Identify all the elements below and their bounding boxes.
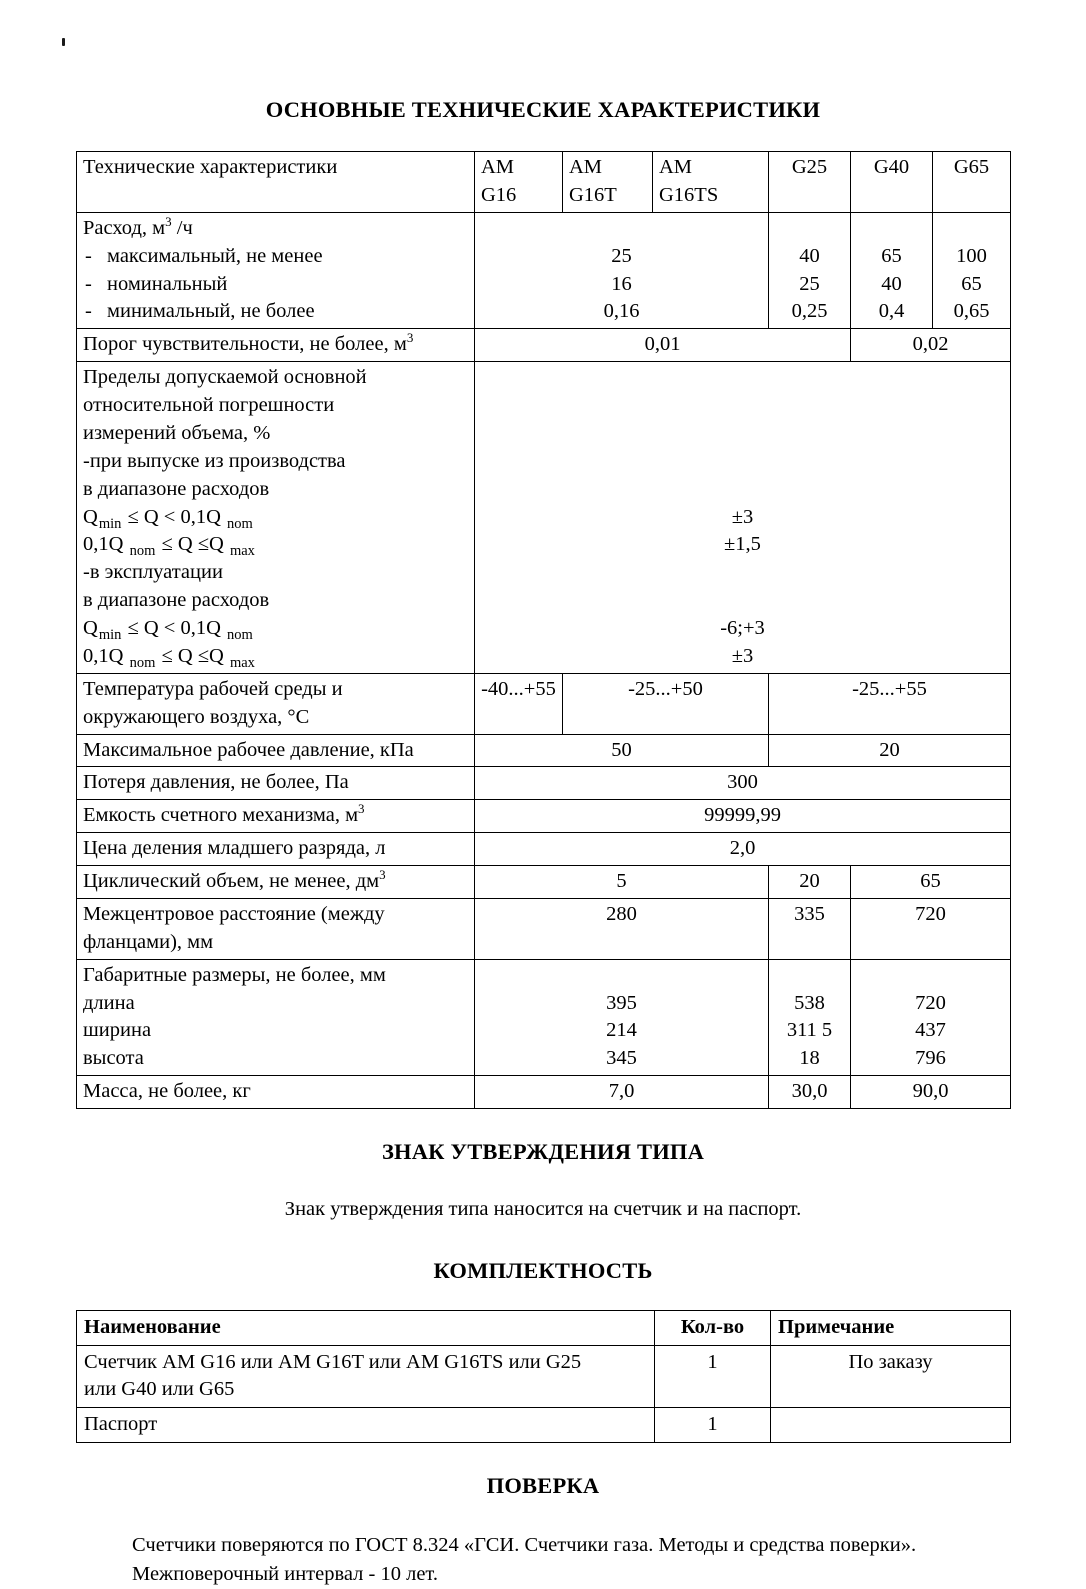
flow-values-g25: 40 25 0,25 — [769, 212, 851, 329]
header-col-am-g16: AM G16 — [475, 152, 563, 213]
row-error-limits — [77, 362, 1011, 674]
spacer — [76, 1165, 1010, 1195]
flow-row-label-min: - минимальный, не более — [85, 300, 315, 323]
cyclic-volume-g25: 20 — [769, 866, 851, 899]
mass-g40-g65: 90,0 — [851, 1076, 1011, 1109]
cyclic-volume-g40-g65: 65 — [851, 866, 1011, 899]
row-pressure-loss — [77, 767, 1011, 800]
sensitivity-value-left: 0,01 — [475, 329, 851, 362]
row-sensitivity-threshold — [77, 329, 1011, 362]
counter-capacity-label: Емкость счетного механизма, $м^3$ — [77, 800, 475, 833]
error-value-operation-low: -6;+3 — [720, 617, 765, 639]
dimension-label-length: длина — [83, 991, 135, 1014]
temperature-value-g16t-ts: -25...+50 — [563, 673, 769, 734]
superscript-3: 3 — [165, 213, 172, 229]
spacer — [76, 1224, 1010, 1258]
cyclic-volume-am: 5 — [475, 866, 769, 899]
header-characteristics-label: Технические характеристики — [77, 152, 475, 213]
scan-artifact-speck — [62, 38, 65, 46]
mass-label: Масса, не более, кг — [77, 1076, 475, 1109]
temperature-value-g25-g65: -25...+55 — [769, 673, 1011, 734]
error-limits-values — [475, 362, 1011, 674]
header-col-am-g16t: AM G16T — [563, 152, 653, 213]
kit-row-qty-passport: 1 — [655, 1408, 771, 1443]
kit-header-qty: Кол-во — [655, 1310, 771, 1345]
verification-paragraph: Счетчики поверяются по ГОСТ 8.324 «ГСИ. Счетчики газа. Методы и средства поверки». — [132, 1534, 917, 1557]
kit-row-note-counter: По заказу — [771, 1345, 1011, 1408]
sensitivity-label: Порог чувствительности, не более, $м^3$ — [77, 329, 475, 362]
section-title-type-mark: ЗНАК УТВЕРЖДЕНИЯ ТИПА — [381, 1139, 705, 1164]
kit-row-note-passport — [771, 1408, 1011, 1443]
kit-header-name: Наименование — [77, 1310, 655, 1345]
header-col-g25: G25 — [769, 152, 851, 213]
table-row — [77, 1408, 1011, 1443]
kit-header-row — [77, 1310, 1011, 1345]
superscript-3: 3 — [406, 330, 414, 346]
max-pressure-value-left: 50 — [475, 734, 769, 767]
row-temperature — [77, 673, 1011, 734]
completeness-table — [76, 1310, 1011, 1444]
flow-rate-label-cell: Расход, $м^3$ /ч - максимальный, не менее - номинальный - минимальный, не более — [77, 212, 475, 329]
header-col-g40: G40 — [851, 152, 933, 213]
error-value-production-high: ±1,5 — [724, 533, 761, 556]
pressure-loss-label: Потеря давления, не более, Па — [77, 767, 475, 800]
header-col-g65: G65 — [933, 152, 1011, 213]
table-row — [77, 1345, 1011, 1408]
counter-capacity-value: 99999,99 — [475, 800, 1011, 833]
row-dimensions — [77, 959, 1011, 1076]
sensitivity-value-right: 0,02 — [851, 329, 1011, 362]
formula-qmin-operation: $Q_{min} \le Q < 0,1Q$ $_{nom}$ — [83, 617, 253, 644]
verification-interval: Межповерочный интервал - 10 лет. — [132, 1562, 438, 1585]
division-value-label: Цена деления младшего разряда, л — [77, 833, 475, 866]
flow-values-g65: 100 65 0,65 — [933, 212, 1011, 329]
formula-qnom-production: 0,1Q $_{nom}$ ≤ Q ≤Q $_{max}$ — [83, 533, 255, 560]
flow-row-label-max: - максимальный, не менее — [85, 244, 323, 267]
kit-row-name-passport: Паспорт — [77, 1408, 655, 1443]
temperature-value-g16: -40...+55 — [475, 673, 563, 734]
row-center-distance — [77, 898, 1011, 959]
dimension-label-width: ширина — [83, 1019, 152, 1042]
mass-g25: 30,0 — [769, 1076, 851, 1109]
row-mass — [77, 1076, 1011, 1109]
superscript-3: 3 — [358, 801, 365, 817]
row-flow-rate — [77, 212, 1011, 329]
superscript-3: 3 — [379, 867, 386, 883]
flow-row-label-nominal: - номинальный — [85, 272, 228, 295]
header-col-am-g16ts: AM G16TS — [653, 152, 769, 213]
section-title-completeness: КОМПЛЕКТНОСТЬ — [433, 1257, 653, 1283]
row-division-value — [77, 833, 1011, 866]
error-value-production-low: ±3 — [731, 505, 754, 528]
table-header-row — [77, 152, 1011, 213]
type-mark-paragraph: Знак утверждения типа наносится на счетчик и на паспорт. — [284, 1198, 802, 1220]
center-distance-g40-g65: 720 — [851, 898, 1011, 959]
kit-header-note: Примечание — [771, 1310, 1011, 1345]
pressure-loss-value: 300 — [475, 767, 1011, 800]
spacer — [76, 1443, 1010, 1473]
dimensions-label: Габаритные размеры, не более, мм длина ширина высота — [77, 959, 475, 1076]
dimension-label-height: высота — [83, 1047, 144, 1070]
dimensions-g40-g65: 720 437 796 — [851, 959, 1011, 1076]
specifications-table — [76, 151, 1011, 1109]
flow-values-am: 25 16 0,16 — [475, 212, 769, 329]
formula-qmin-production: $Q_{min} \le Q < 0,1Q$ $_{nom}$ — [83, 505, 253, 532]
page-title: ОСНОВНЫЕ ТЕХНИЧЕСКИЕ ХАРАКТЕРИСТИКИ — [265, 97, 821, 122]
row-cyclic-volume — [77, 866, 1011, 899]
row-counter-capacity — [77, 800, 1011, 833]
temperature-label: Температура рабочей среды и окружающего воздуха, °С — [77, 673, 475, 734]
formula-qnom-operation: 0,1Q $_{nom}$ ≤ Q ≤Q $_{max}$ — [83, 644, 255, 671]
error-limits-label: Пределы допускаемой основной относительной погрешности измерений объема, % -при выпуске из производства в диапазоне расходов $Q_{min} \le Q < 0,1Q$ $_{nom}$ 0,1Q $_{nom}$ ≤ Q ≤Q $_{max}$ -в эксплуатации в диапазоне расходов $Q_{min} \le Q < 0,1Q$ $_{nom}$ 0,1Q $_{nom}$ ≤ Q ≤Q $_{max}$ — [77, 362, 475, 674]
center-distance-label: Межцентровое расстояние (между фланцами), мм — [77, 898, 475, 959]
row-max-pressure — [77, 734, 1011, 767]
max-pressure-label: Максимальное рабочее давление, кПа — [77, 734, 475, 767]
mass-am: 7,0 — [475, 1076, 769, 1109]
cyclic-volume-label: Циклический объем, не менее, $дм^3$ — [77, 866, 475, 899]
flow-values-g40: 65 40 0,4 — [851, 212, 933, 329]
kit-row-qty-counter: 1 — [655, 1345, 771, 1408]
spacer — [76, 1109, 1010, 1139]
center-distance-am: 280 — [475, 898, 769, 959]
spacer — [76, 1499, 1010, 1531]
kit-row-name-counter: Счетчик AM G16 или AM G16T или AM G16TS или G25 или G40 или G65 — [77, 1345, 655, 1408]
dimensions-g25: 538 311 5 18 — [769, 959, 851, 1076]
center-distance-g25: 335 — [769, 898, 851, 959]
max-pressure-value-right: 20 — [769, 734, 1011, 767]
division-value-value: 2,0 — [475, 833, 1011, 866]
section-title-verification: ПОВЕРКА — [486, 1473, 600, 1499]
document-content — [76, 0, 1010, 1589]
dimensions-am: 395 214 345 — [475, 959, 769, 1076]
error-value-operation-high: ±3 — [731, 644, 754, 667]
